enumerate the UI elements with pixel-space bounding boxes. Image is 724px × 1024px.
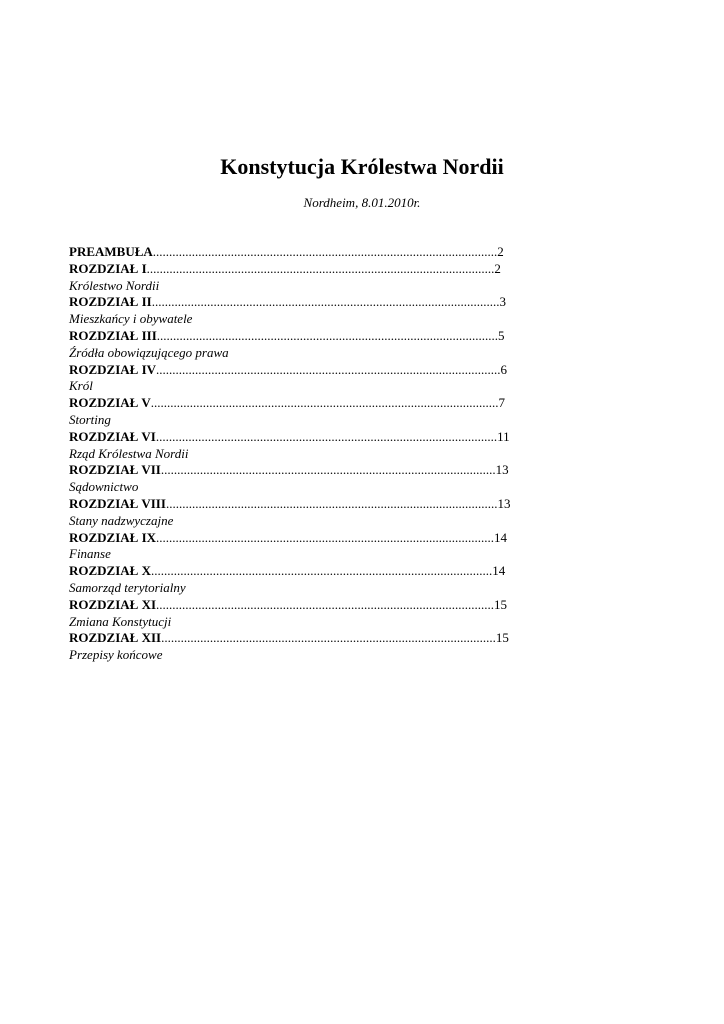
- toc-entry-line[interactable]: [69, 630, 589, 647]
- toc-entry-line[interactable]: [69, 244, 589, 261]
- toc-entry-line[interactable]: [69, 496, 589, 513]
- toc-page-number: 13: [495, 462, 509, 478]
- toc-entry-subtitle: Sądownictwo: [69, 479, 139, 495]
- toc-entry-line[interactable]: [69, 362, 589, 379]
- toc-entry-subtitle: Przepisy końcowe: [69, 647, 163, 663]
- toc-leader-dots: ..........................................................................................................: [152, 244, 498, 259]
- toc-entry-subtitle: Źródła obowiązującego prawa: [69, 344, 229, 360]
- toc-page-number: 13: [497, 495, 511, 511]
- toc-entry-line[interactable]: [69, 597, 589, 614]
- toc-page-number: 15: [495, 630, 509, 646]
- toc-page-number: 11: [497, 428, 510, 444]
- toc-leader-dots: ........................................................................................................: [156, 596, 495, 612]
- toc-leader-dots: .......................................................................................................: [160, 462, 496, 478]
- toc-leader-dots: .......................................................................................................: [161, 630, 496, 646]
- table-of-contents: [69, 244, 589, 664]
- toc-entry-rozdzial-3: [69, 328, 589, 362]
- toc-leader-dots: ........................................................................................................: [156, 529, 495, 545]
- toc-entry-heading: ROZDZIAŁ VII: [69, 462, 161, 478]
- toc-entry-rozdzial-10: [69, 563, 589, 597]
- toc-entry-rozdzial-5: [69, 395, 589, 429]
- toc-leader-dots: ...........................................................................................................: [150, 395, 499, 411]
- toc-entry-subtitle: Rząd Królestwa Nordii: [69, 445, 189, 461]
- toc-page-number: 2: [497, 244, 504, 259]
- toc-leader-dots: ...........................................................................................................: [151, 294, 500, 310]
- toc-entry-rozdzial-6: [69, 429, 589, 463]
- toc-entry-line[interactable]: [69, 429, 589, 446]
- toc-entry-subtitle: Król: [69, 378, 93, 394]
- toc-entry-rozdzial-12: [69, 630, 589, 664]
- toc-entry-heading: ROZDZIAŁ VIII: [69, 495, 166, 511]
- toc-entry-heading: ROZDZIAŁ III: [69, 327, 157, 343]
- toc-entry-subtitle: Storting: [69, 411, 111, 427]
- toc-page-number: 2: [494, 260, 501, 276]
- toc-entry-line[interactable]: [69, 563, 589, 580]
- toc-entry-heading: ROZDZIAŁ IV: [69, 361, 157, 377]
- toc-page-number: 5: [498, 327, 505, 343]
- toc-entry-heading: ROZDZIAŁ II: [69, 294, 152, 310]
- toc-leader-dots: ..........................................................................................................: [156, 361, 501, 377]
- toc-leader-dots: .........................................................................................................: [156, 327, 499, 343]
- document-place-date: Nordheim, 8.01.2010r.: [303, 195, 421, 210]
- toc-entry-heading: PREAMBUŁA: [69, 244, 153, 259]
- toc-entry-line[interactable]: [69, 294, 589, 311]
- toc-leader-dots: .........................................................................................................: [155, 428, 498, 444]
- toc-leader-dots: ...........................................................................................................: [146, 260, 495, 276]
- toc-entry-rozdzial-2: [69, 294, 589, 328]
- toc-entry-heading: ROZDZIAŁ XII: [69, 630, 162, 646]
- toc-entry-line[interactable]: [69, 261, 589, 278]
- toc-entry-line[interactable]: [69, 530, 589, 547]
- toc-page-number: 7: [498, 395, 506, 411]
- toc-page-number: 15: [494, 596, 508, 612]
- toc-entry-line[interactable]: [69, 462, 589, 479]
- toc-entry-line[interactable]: [69, 328, 589, 345]
- toc-entry-heading: ROZDZIAŁ X: [69, 563, 151, 579]
- toc-entry-heading: ROZDZIAŁ I: [69, 260, 147, 276]
- toc-entry-preambula: [69, 244, 589, 261]
- toc-entry-subtitle: Samorząd terytorialny: [69, 579, 186, 595]
- toc-entry-rozdzial-4: [69, 362, 589, 396]
- toc-entry-line[interactable]: [69, 395, 589, 412]
- toc-entry-rozdzial-9: [69, 530, 589, 564]
- toc-entry-subtitle: Mieszkańcy i obywatele: [69, 311, 193, 327]
- toc-entry-subtitle: Stany nadzwyczajne: [69, 512, 174, 528]
- toc-leader-dots: .........................................................................................................: [151, 563, 493, 579]
- toc-entry-rozdzial-1: [69, 261, 589, 295]
- toc-page-number: 3: [499, 294, 506, 310]
- toc-page-number: 6: [500, 361, 508, 377]
- toc-entry-rozdzial-11: [69, 597, 589, 631]
- toc-page-number: 14: [492, 563, 506, 579]
- toc-entry-rozdzial-7: [69, 462, 589, 496]
- toc-entry-heading: ROZDZIAŁ V: [69, 395, 151, 411]
- toc-entry-subtitle: Zmiana Konstytucji: [69, 613, 172, 629]
- toc-entry-rozdzial-8: [69, 496, 589, 530]
- toc-entry-subtitle: Królestwo Nordii: [69, 277, 160, 293]
- toc-entry-heading: ROZDZIAŁ VI: [69, 428, 156, 444]
- toc-entry-heading: ROZDZIAŁ XI: [69, 596, 157, 612]
- toc-entry-heading: ROZDZIAŁ IX: [69, 529, 157, 545]
- toc-page-number: 14: [494, 529, 508, 545]
- toc-entry-subtitle: Finanse: [69, 546, 111, 562]
- toc-leader-dots: ......................................................................................................: [165, 495, 498, 511]
- document-title: Konstytucja Królestwa Nordii: [220, 154, 504, 179]
